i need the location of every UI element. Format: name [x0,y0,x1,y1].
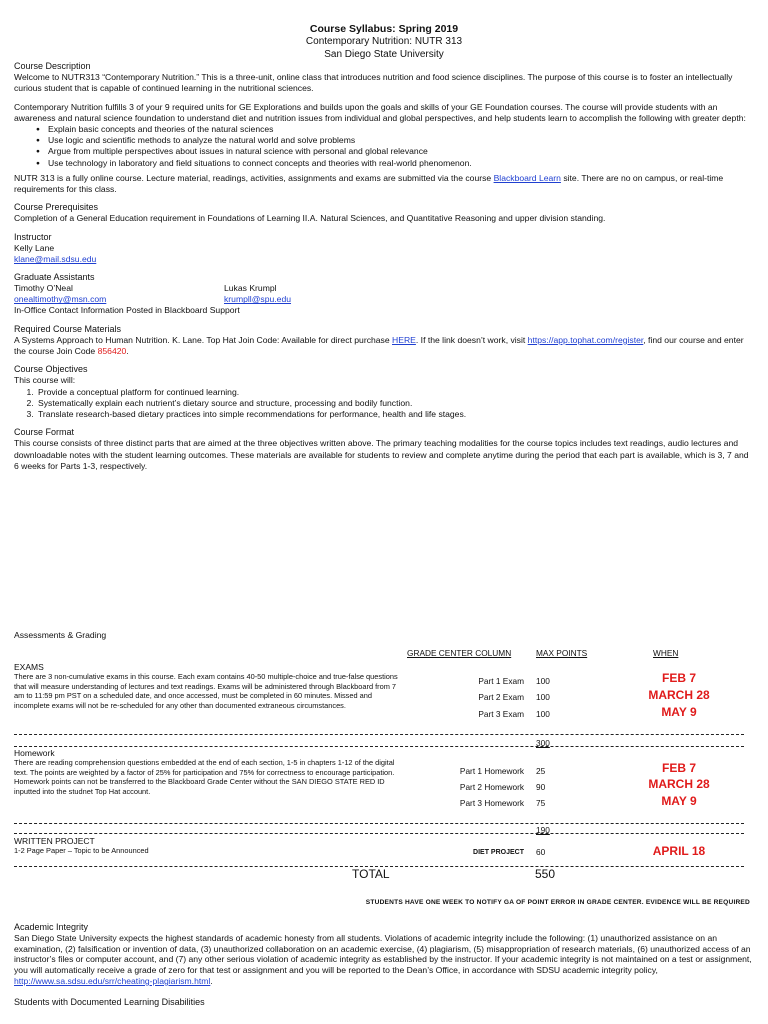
academic-integrity-heading: Academic Integrity [14,922,89,932]
list-item: 2. Systematically explain each nutrient’s dietary source and structure, processing and bodily function. [36,398,754,409]
diet-project-label: DIET PROJECT [473,849,524,856]
description-paragraph-2: Contemporary Nutrition fulfills 3 of your 9 required units for GE Explorations and builds upon the goals and skills of your GE Foundation courses. The course will provide students with an awareness and natural science foundation to understand diet and nutrition issues from individual and global perspectives, and help students learn to accomplish the following with greater depth: [14,101,746,123]
divider [14,734,744,735]
part2-homework-date: MARCH 28 [648,777,710,791]
part1-exam-label: Part 1 Exam [478,676,524,686]
list-item: 1. Provide a conceptual platform for continued learning. [36,387,754,398]
list-item: ● Explain basic concepts and theories of the natural sciences [36,124,754,135]
exams-subtotal: 300 [536,738,550,748]
part3-exam-points: 100 [536,709,550,719]
text-span: A Systems Approach to Human Nutrition. K. Lane. Top Hat Join Code: Available for direct purchase [14,334,393,345]
homework-text: There are reading comprehension questions embedded at the end of each section, 1-5 in chapters 1-12 of the digital text. The points are weighted by a factor of 25% for participation and 75% for correctness to encourage participation. Homework points can not be transferred to the Blackboard Grade Center without the SAN DIEGO STATE RED ID inputted into the studnet Top Hat account. [14,758,395,796]
format-text: This course consists of three distinct parts that are aimed at the three objectives written above. The primary teaching modalities for the course topics includes text readings, audio lectures and downloadable notes with the student learning outcomes. These materials are available for students to review and complete anytime during the period that each part is available, which is 3, 7 and 6 weeks for Parts 1-3, respectively. [14,438,749,471]
part1-homework-points: 25 [536,766,546,776]
total-points: 550 [535,867,556,881]
ga1-name: Timothy O’Neal [14,283,73,294]
ga2-name: Lukas Krumpl [224,283,277,294]
part3-homework-label: Part 3 Homework [459,798,524,808]
ga2-email-link[interactable]: krumpll@spu.edu [224,294,292,305]
syllabus-page [14,0,754,472]
homework-title: Homework [14,748,55,758]
point-error-notice: STUDENTS HAVE ONE WEEK TO NOTIFY GA OF POINT ERROR IN GRADE CENTER. EVIDENCE WILL BE REQUIRED [365,899,750,906]
objectives-heading: Course Objectives [14,364,88,375]
instructor-heading: Instructor [14,231,52,242]
part2-exam-date: MARCH 28 [648,688,710,702]
cheating-plagiarism-link[interactable]: http://www.sa.sdsu.edu/srr/cheating-plagiarism.html [14,975,211,986]
format-heading: Course Format [14,427,75,438]
part2-homework-label: Part 2 Homework [459,782,524,792]
part3-homework-date: MAY 9 [661,794,697,808]
list-item: ● Use technology in laboratory and field situations to connect concepts and theories with real-world phenomenon. [36,158,754,169]
list-item: ● Use logic and scientific methods to analyze the natural world and solve problems [36,135,754,146]
project-title: WRITTEN PROJECT [14,836,95,846]
exams-title: EXAMS [14,662,44,672]
text-span: , find our course and enter the course Join Code [14,334,744,357]
academic-integrity-text [14,933,754,987]
materials-text [14,335,754,357]
instructor-email-link[interactable]: klane@mail.sdsu.edu [14,254,97,265]
project-section [14,836,399,856]
university-name: San Diego State University [324,48,444,60]
part1-homework-date: FEB 7 [661,761,696,775]
part1-homework-label: Part 1 Homework [459,766,524,776]
exams-section [14,662,399,710]
grade-center-column-header: GRADE CENTER COLUMN [407,648,512,658]
text-span: . [210,975,213,986]
join-code: 856420 [97,346,127,357]
part1-exam-points: 100 [536,676,550,686]
text-span: . [126,346,129,357]
part3-exam-label: Part 3 Exam [478,709,524,719]
text-span: NUTR 313 is a fully online course. Lecture material, readings, activities, assignments and exams are submitted via the course [14,172,494,183]
prerequisites-heading: Course Prerequisites [14,202,99,213]
purchase-here-link[interactable]: HERE [392,334,416,345]
tophat-register-link[interactable]: https://app.tophat.com/register [527,334,644,345]
ge-goals-list [14,124,754,169]
assistants-block [14,283,754,305]
max-points-header: MAX POINTS [536,648,588,658]
diet-project-date: APRIL 18 [652,844,706,858]
divider [14,823,744,824]
part2-homework-points: 90 [536,782,546,792]
description-paragraph-1: Welcome to NUTR313 “Contemporary Nutrition.” This is a three-unit, online class that introduces nutrition and food science disciplines. The purpose of this course is to foster an intellectually curious student that is capable of continued learning in the nutritional sciences. [14,72,733,94]
homework-section [14,748,399,796]
total-label: TOTAL [352,867,390,881]
course-name: Contemporary Nutrition: NUTR 313 [305,36,463,47]
text-span: San Diego State University expects the highest standards of academic honesty from all students. Violations of academic integrity include the following: (1) unauthorized assistance on an examination, (2) falsification or invention of data, (3) unauthorized collaboration on an academic exercise, (4) plagiarism, (5) misappropriation of research materials, (6) unauthorized access of an instructor’s files or computer account, and (7) any other serious violation of academic integrity as established by the instructor. If your academic integrity is not maintained on a test or assignment, you will automatically receive a grade of zero for that test or assignment and you will be reported to the Dean’s Office, in accordance with SDSU academic integrity policy, [14,932,752,976]
divider [14,746,744,747]
objectives-list [14,387,754,421]
exams-text: There are 3 non-cumulative exams in this course. Each exam contains 40-50 multiple-choice and true-false questions that will measure understanding of lectures and text readings. Exams will be administered through Blackboard from 7 am to 11:59 pm PST on a scheduled date, and once accessed, must be completed in 60 minutes. Missed and incomplete exams will not be re-scheduled for any other than documented extraneous circumstances. [14,672,398,710]
diet-project-points: 60 [536,847,546,857]
course-description-heading: Course Description [14,61,91,71]
ga1-email-link[interactable]: onealtimothy@msn.com [14,294,107,305]
document-title: Course Syllabus: Spring 2019 [309,23,459,35]
when-header: WHEN [653,648,679,658]
divider [14,833,744,834]
objectives-intro: This course will: [14,375,76,386]
assessments-heading: Assessments & Grading [14,630,107,640]
part1-exam-date: FEB 7 [661,671,696,685]
ga-contact-note: In-Office Contact Information Posted in Blackboard Support [14,305,240,316]
part2-exam-points: 100 [536,692,550,702]
disabilities-heading: Students with Documented Learning Disabilities [14,996,205,1007]
list-item: ● Argue from multiple perspectives about issues in natural science with personal and global relevance [36,146,754,157]
part2-exam-label: Part 2 Exam [478,692,524,702]
part3-exam-date: MAY 9 [661,705,697,719]
part3-homework-points: 75 [536,798,546,808]
graduate-assistants-heading: Graduate Assistants [14,272,95,283]
homework-subtotal: 190 [536,825,550,835]
academic-integrity-section [14,922,754,1008]
materials-heading: Required Course Materials [14,323,122,334]
description-paragraph-3 [14,173,754,195]
text-span: . If the link doesn’t work, visit [415,334,528,345]
list-item: 3. Translate research-based dietary practices into simple recommendations for performance, health and life stages. [36,409,754,420]
prerequisites-text: Completion of a General Education requirement in Foundations of Learning II.A. Natural Sciences, and Quantitative Reasoning and upper division standing. [14,213,606,224]
text-span: site. There are no on campus, or real-time requirements for this class. [14,172,724,195]
project-text: 1-2 Page Paper – Topic to be Announced [14,846,149,855]
instructor-name: Kelly Lane [14,242,55,253]
blackboard-learn-link[interactable]: Blackboard Learn [493,172,561,183]
